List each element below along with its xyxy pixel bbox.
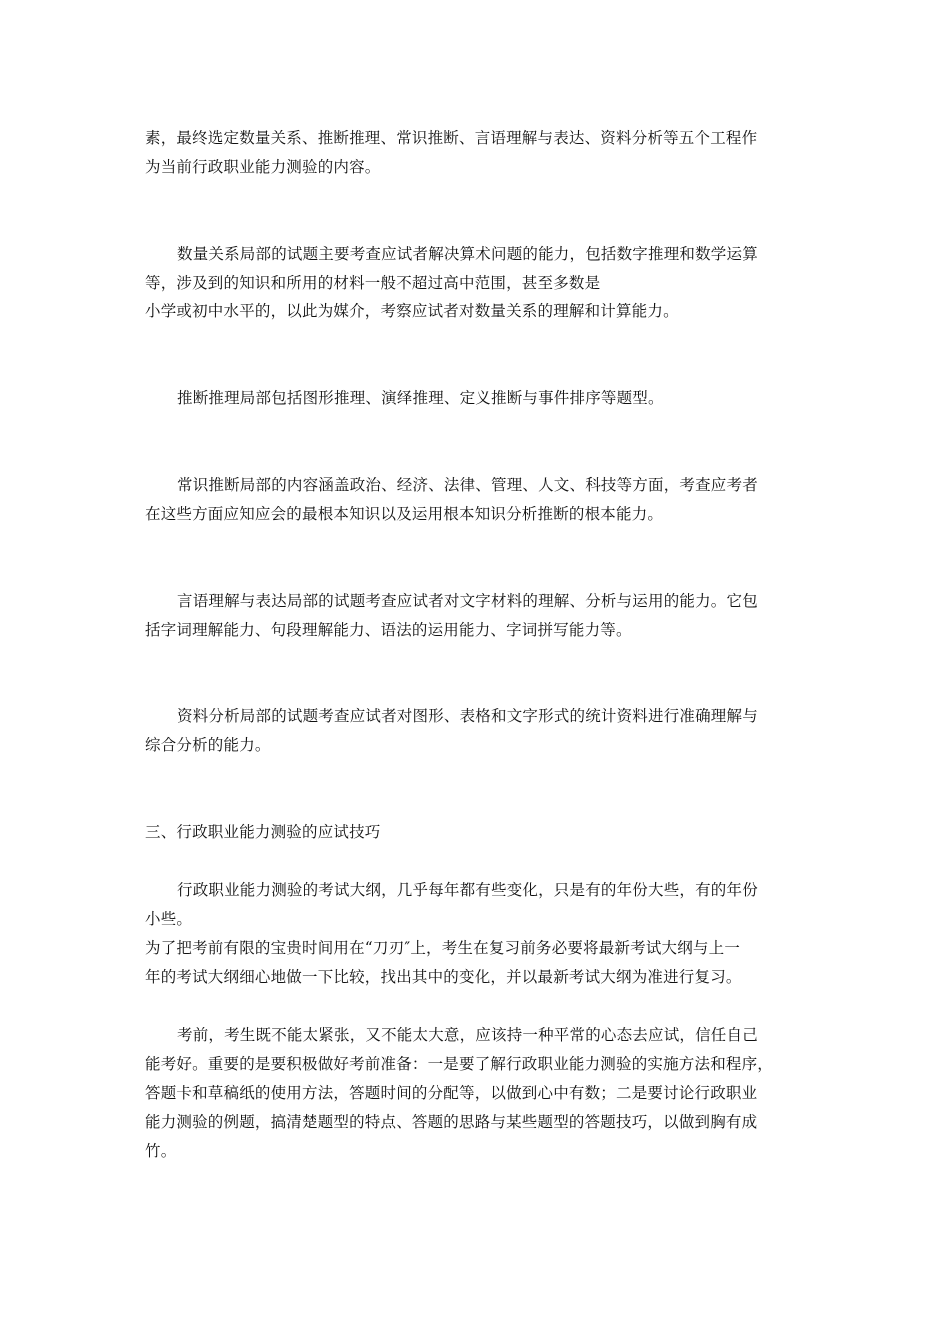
text-line: 为当前行政职业能力测验的内容。 xyxy=(145,158,381,176)
text-line: 竹。 xyxy=(145,1142,177,1160)
text-line: 小些。 xyxy=(145,910,193,928)
text-line: 素，最终选定数量关系、推断推理、常识推断、言语理解与表达、资料分析等五个工程作 xyxy=(145,129,758,147)
text-line: 综合分析的能力。 xyxy=(145,736,271,754)
text-line: 推断推理局部包括图形推理、演绎推理、定义推断与事件排序等题型。 xyxy=(177,389,664,407)
text-line: 小学或初中水平的，以此为媒介，考察应试者对数量关系的理解和计算能力。 xyxy=(145,302,679,320)
text-line: 考前，考生既不能太紧张，又不能太大意，应该持一种平常的心态去应试，信任自己 xyxy=(177,1026,758,1044)
text-line: 年的考试大纲细心地做一下比较，找出其中的变化，并以最新考试大纲为准进行复习。 xyxy=(145,968,742,986)
text-line: 数量关系局部的试题主要考查应试者解决算术问题的能力，包括数字推理和数学运算 xyxy=(177,245,758,263)
text-line: 在这些方面应知应会的最根本知识以及运用根本知识分析推断的根本能力。 xyxy=(145,505,664,523)
text-line: 为了把考前有限的宝贵时间用在“刀刃″上，考生在复习前务必要将最新考试大纲与上一 xyxy=(145,939,741,957)
text-line: 答题卡和草稿纸的使用方法，答题时间的分配等，以做到心中有数；二是要讨论行政职业 xyxy=(145,1084,758,1102)
text-line: 言语理解与表达局部的试题考查应试者对文字材料的理解、分析与运用的能力。它包 xyxy=(177,592,758,610)
text-line: 能考好。重要的是要积极做好考前准备：一是要了解行政职业能力测验的实施方法和程序， xyxy=(145,1055,774,1073)
text-line: 常识推断局部的内容涵盖政治、经济、法律、管理、人文、科技等方面，考查应考者 xyxy=(177,476,758,494)
text-line: 等，涉及到的知识和所用的材料一般不超过高中范围，甚至多数是 xyxy=(145,274,601,292)
text-line: 资料分析局部的试题考查应试者对图形、表格和文字形式的统计资料进行准确理解与 xyxy=(177,707,758,725)
section-heading: 三、行政职业能力测验的应试技巧 xyxy=(145,823,381,841)
text-line: 括字词理解能力、句段理解能力、语法的运用能力、字词拼写能力等。 xyxy=(145,621,632,639)
text-line: 能力测验的例题，搞清楚题型的特点、答题的思路与某些题型的答题技巧，以做到胸有成 xyxy=(145,1113,758,1131)
text-line: 行政职业能力测验的考试大纲，几乎每年都有些变化，只是有的年份大些，有的年份 xyxy=(177,881,758,899)
